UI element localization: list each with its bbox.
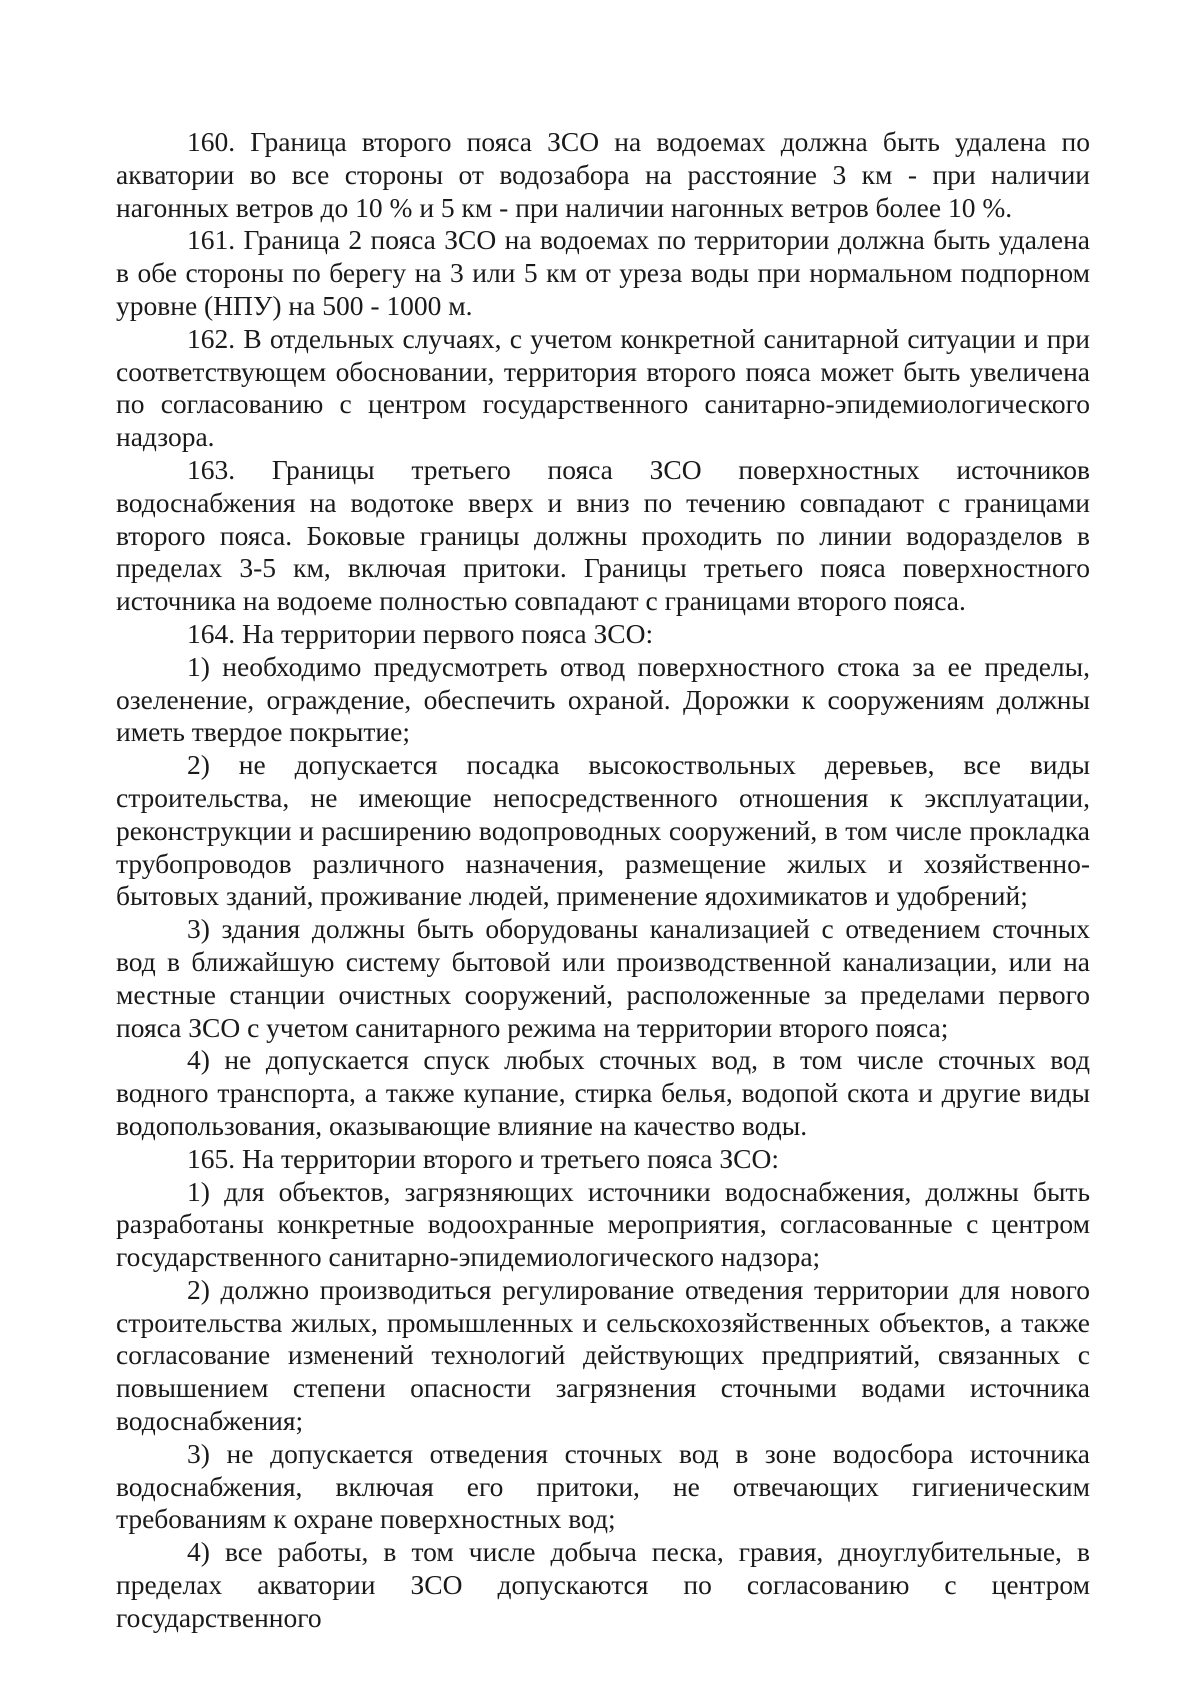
paragraph-165-item-1: 1) для объектов, загрязняющих источники водоснабжения, должны быть разработаны конкретные водоохранные мероприятия, согласованные с центром государственного санитарно-эпидемиологического надзора; [116, 1175, 1090, 1273]
paragraph-160: 160. Граница второго пояса ЗСО на водоемах должна быть удалена по акватории во все стороны от водозабора на расстояние 3 км - при наличии нагонных ветров до 10 % и 5 км - при наличии нагонных ветров более 10 %. [116, 126, 1090, 223]
paragraph-164-item-3: 3) здания должны быть оборудованы канализацией с отведением сточных вод в ближайшую систему бытовой или производственной канализации, или на местные станции очистных сооружений, расположенные за пределами первого пояса ЗСО с учетом санитарного режима на территории второго пояса; [116, 913, 1090, 1043]
paragraph-163: 163. Границы третьего пояса ЗСО поверхностных источников водоснабжения на водотоке вверх и вниз по течению совпадают с границами второго пояса. Боковые границы должны проходить по линии водоразделов в пределах 3-5 км, включая притоки. Границы третьего пояса поверхностного источника на водоеме полностью совпадают с границами второго пояса. [116, 453, 1090, 617]
paragraph-165-item-4: 4) все работы, в том числе добыча песка, гравия, дноуглубительные, в пределах акватории ЗСО допускаются по согласованию с центром государственного [116, 1536, 1090, 1633]
paragraph-165-item-3: 3) не допускается отведения сточных вод в зоне водосбора источника водоснабжения, включая его притоки, не отвечающих гигиеническим требованиям к охране поверхностных вод; [116, 1437, 1090, 1535]
paragraph-164-item-1: 1) необходимо предусмотреть отвод поверхностного стока за ее пределы, озеленение, ограждение, обеспечить охраной. Дорожки к сооружениям должны иметь твердое покрытие; [116, 650, 1090, 748]
paragraph-165: 165. На территории второго и третьего пояса ЗСО: [187, 1142, 779, 1174]
paragraph-164: 164. На территории первого пояса ЗСО: [187, 617, 654, 649]
paragraph-162: 162. В отдельных случаях, с учетом конкретной санитарной ситуации и при соответствующем обосновании, территория второго пояса может быть увеличена по согласованию с центром государственного санитарно-эпидемиологического надзора. [116, 322, 1090, 453]
paragraph-161: 161. Граница 2 пояса ЗСО на водоемах по территории должна быть удалена в обе стороны по берегу на 3 или 5 км от уреза воды при нормальном подпорном уровне (НПУ) на 500 - 1000 м. [116, 224, 1090, 321]
paragraph-165-item-2: 2) должно производиться регулирование отведения территории для нового строительства жилых, промышленных и сельскохозяйственных объектов, а также согласование изменений технологий действующих предприятий, связанных с повышением степени опасности загрязнения сточными водами источника водоснабжения; [116, 1273, 1090, 1437]
paragraph-164-item-4: 4) не допускается спуск любых сточных вод, в том числе сточных вод водного транспорта, а также купание, стирка белья, водопой скота и другие виды водопользования, оказывающие влияние на качество воды. [116, 1044, 1090, 1141]
document-body [116, 126, 1090, 1635]
paragraph-164-item-2: 2) не допускается посадка высокоствольных деревьев, все виды строительства, не имеющие непосредственного отношения к эксплуатации, реконструкции и расширению водопроводных сооружений, в том числе прокладка трубопроводов различного назначения, размещение жилых и хозяйственно-бытовых зданий, проживание людей, применение ядохимикатов и удобрений; [116, 749, 1090, 912]
